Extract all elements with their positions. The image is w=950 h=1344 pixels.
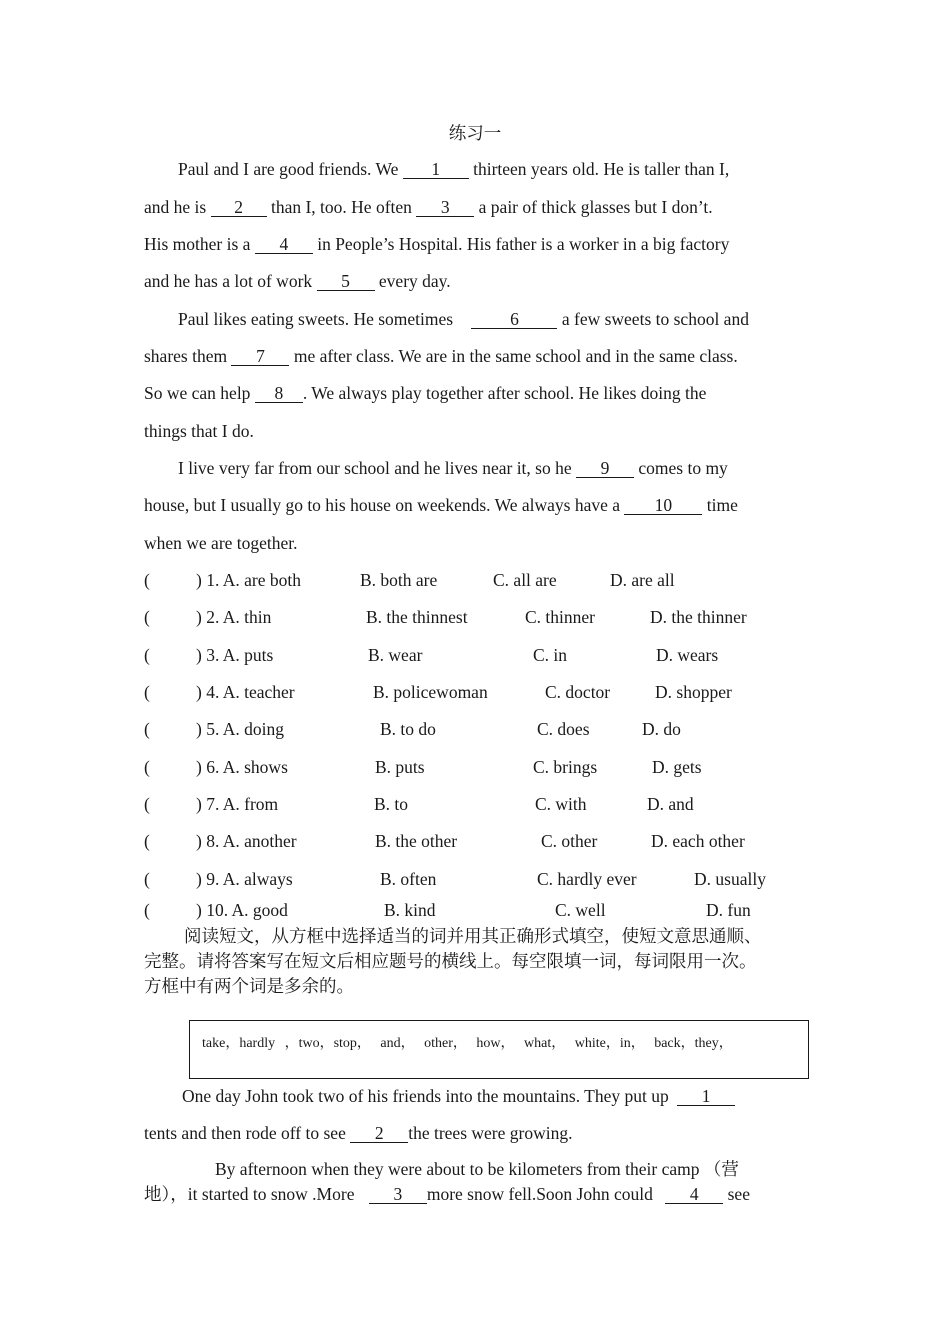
- passage1-line: shares them 7 me after class. We are in the same school and in the same class.: [144, 346, 738, 366]
- option-c: C. does: [537, 719, 590, 739]
- option-c: C. hardly ever: [537, 869, 637, 889]
- answer-blank: 4: [255, 235, 313, 254]
- passage2-line: 地），it started to snow .More 3 more snow fell.Soon John could 4 see: [144, 1184, 750, 1204]
- word-bank-box: [189, 1020, 809, 1079]
- passage1-line: Paul and I are good friends. We 1 thirteen years old. He is taller than I,: [178, 159, 730, 179]
- option-b: B. the thinnest: [366, 607, 468, 627]
- answer-blank: 8: [255, 384, 303, 403]
- passage1-line: Paul likes eating sweets. He sometimes 6 a few sweets to school and: [178, 309, 749, 329]
- option-c: C. in: [533, 645, 568, 665]
- option-a: ) 7. A. from: [196, 794, 279, 814]
- answer-blank: 1: [403, 160, 469, 179]
- option-d: D. fun: [706, 900, 751, 920]
- answer-blank: 3: [369, 1185, 427, 1204]
- passage1-line: So we can help 8 . We always play together after school. He likes doing the: [144, 383, 707, 403]
- word-bank: take，hardly ，two，stop， and， other， how， what， white，in， back，they，: [202, 1036, 733, 1051]
- answer-blank: 6: [471, 310, 557, 329]
- answer-blank: 1: [677, 1087, 735, 1106]
- option-a: ) 9. A. always: [196, 869, 293, 889]
- option-c: C. doctor: [545, 682, 611, 702]
- option-d: D. and: [647, 794, 694, 814]
- option-c: C. with: [535, 794, 587, 814]
- option-d: D. the thinner: [650, 607, 747, 627]
- option-c: C. well: [555, 900, 606, 920]
- option-b: B. kind: [384, 900, 436, 920]
- answer-blank: 9: [576, 459, 634, 478]
- passage2-line: One day John took two of his friends into the mountains. They put up 1: [182, 1085, 735, 1107]
- answer-blank: 2: [350, 1124, 408, 1143]
- option-a: ) 3. A. puts: [196, 645, 274, 665]
- passage1-line: things that I do.: [144, 421, 254, 441]
- option-c: C. all are: [493, 570, 557, 590]
- instruction-line: 阅读短文，从方框中选择适当的词并用其正确形式填空，使短文意思通顺、: [184, 926, 762, 946]
- answer-blank: 4: [665, 1185, 723, 1204]
- passage1-line: house, but I usually go to his house on weekends. We always have a 10 time: [144, 495, 738, 515]
- option-a: ) 4. A. teacher: [196, 682, 295, 702]
- option-d: D. gets: [652, 757, 702, 777]
- option-a: ) 6. A. shows: [196, 757, 288, 777]
- option-c: C. thinner: [525, 607, 595, 627]
- passage1-line: and he is 2 than I, too. He often 3 a pair of thick glasses but I don’t.: [144, 197, 713, 217]
- option-d: D. shopper: [655, 682, 732, 702]
- option-b: B. wear: [368, 645, 423, 665]
- option-b: B. puts: [375, 757, 425, 777]
- option-b: B. to: [374, 794, 409, 814]
- passage1-line: when we are together.: [144, 533, 298, 553]
- instruction-line: 方框中有两个词是多余的。: [144, 976, 354, 996]
- option-a: ) 10. A. good: [196, 900, 288, 920]
- option-c: C. other: [541, 831, 598, 851]
- page-title: 练习一: [448, 123, 502, 143]
- option-a: ) 1. A. are both: [196, 570, 301, 590]
- passage1-line: His mother is a 4 in People’s Hospital. His father is a worker in a big factory: [144, 234, 730, 254]
- answer-blank: 10: [624, 496, 702, 515]
- option-b: B. often: [380, 869, 437, 889]
- option-c: C. brings: [533, 757, 598, 777]
- option-b: B. policewoman: [373, 682, 488, 702]
- passage2-line: By afternoon when they were about to be kilometers from their camp （营: [215, 1159, 739, 1179]
- option-d: D. do: [642, 719, 681, 739]
- passage1-line: I live very far from our school and he lives near it, so he 9 comes to my: [178, 458, 728, 478]
- option-b: B. both are: [360, 570, 438, 590]
- option-b: B. the other: [375, 831, 458, 851]
- passage1-line: and he has a lot of work 5 every day.: [144, 271, 451, 291]
- answer-blank: 3: [416, 198, 474, 217]
- answer-blank: 2: [211, 198, 267, 217]
- option-d: D. are all: [610, 570, 675, 590]
- option-d: D. each other: [651, 831, 745, 851]
- instruction-line: 完整。请将答案写在短文后相应题号的横线上。每空限填一词，每词限用一次。: [144, 951, 757, 971]
- passage2-line: tents and then rode off to see 2 the trees were growing.: [144, 1123, 573, 1143]
- option-a: ) 2. A. thin: [196, 607, 272, 627]
- option-a: ) 5. A. doing: [196, 719, 284, 739]
- option-d: D. wears: [656, 645, 719, 665]
- answer-blank: 7: [231, 347, 289, 366]
- answer-blank: 5: [317, 272, 375, 291]
- option-b: B. to do: [380, 719, 436, 739]
- option-a: ) 8. A. another: [196, 831, 297, 851]
- option-d: D. usually: [694, 869, 766, 889]
